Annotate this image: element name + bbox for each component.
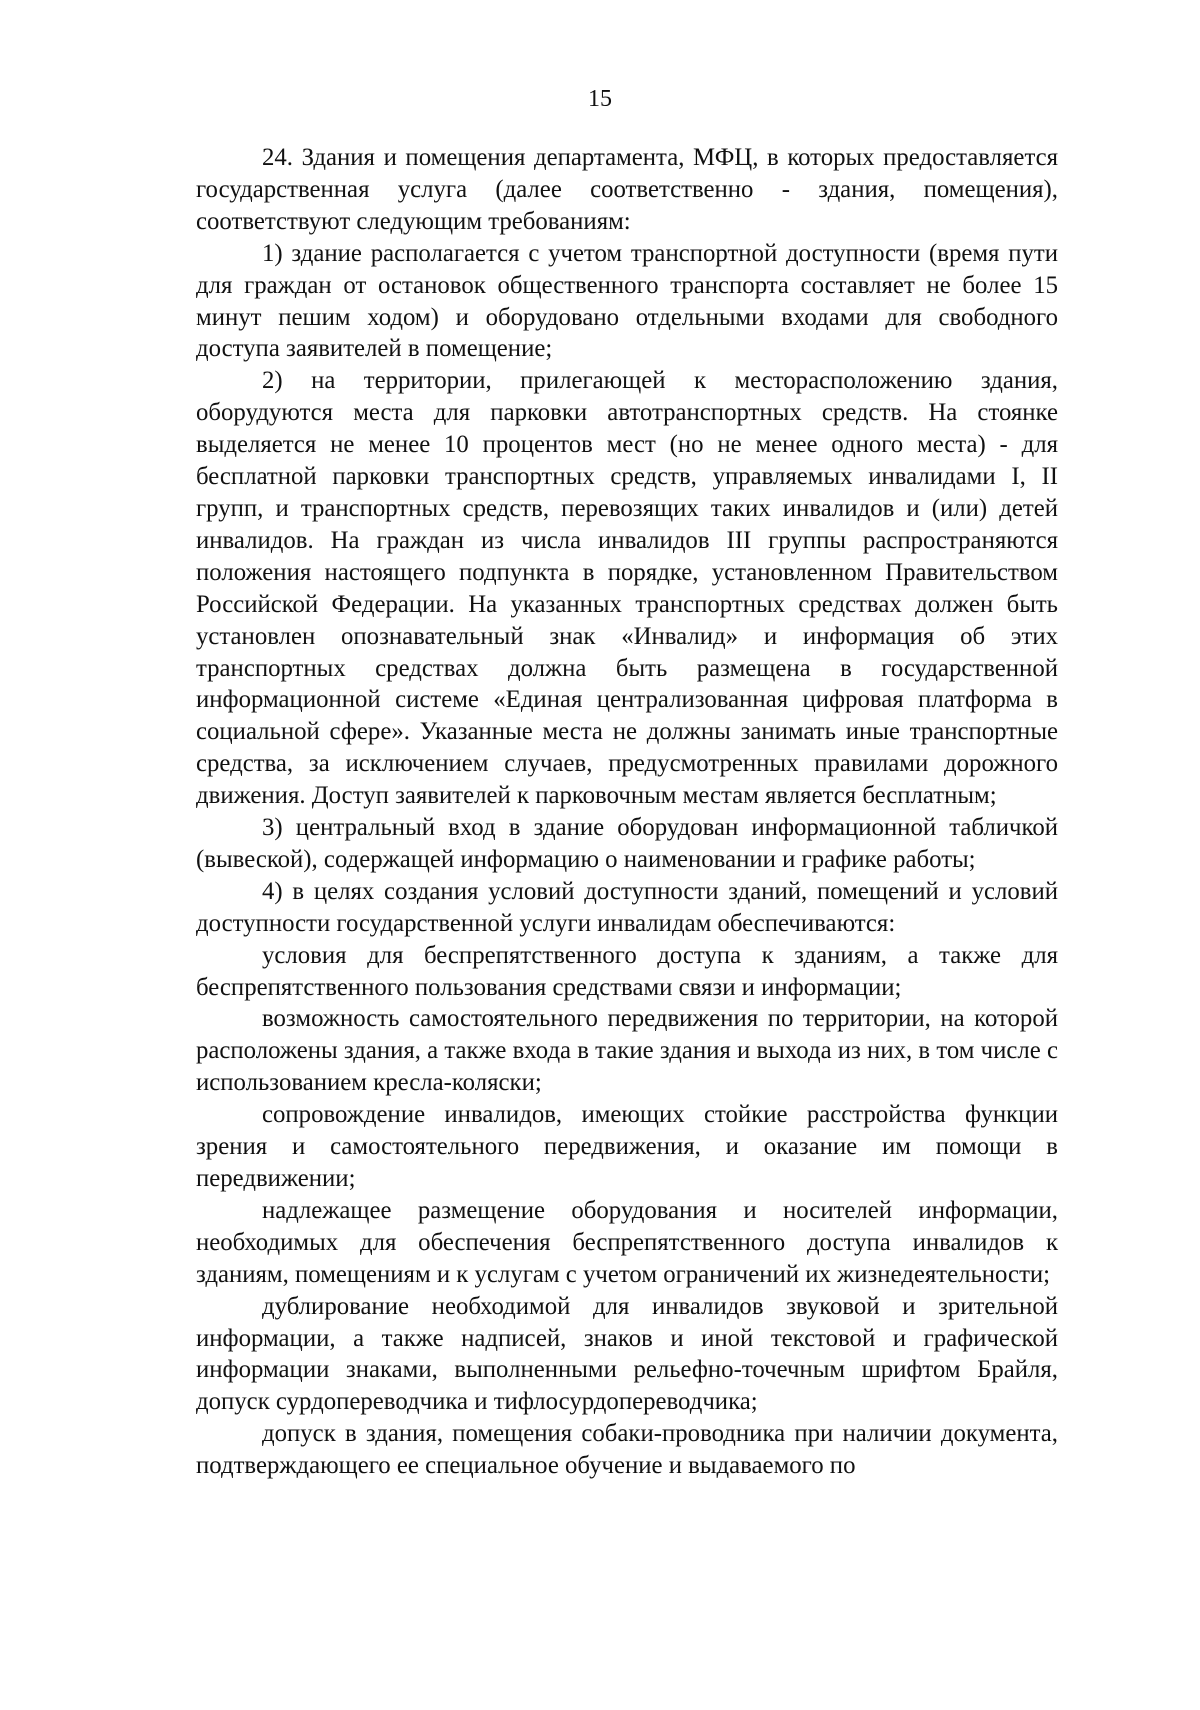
paragraph-information-duplication: дублирование необходимой для инвалидов звуковой и зрительной информации, а также надписей, знаков и иной текстовой и графической информации знаками, выполненными рельефно-точечным шрифтом Брайля, допуск сурдопереводчика и тифлосурдопереводчика; [196, 1292, 1058, 1416]
page-number: 15 [588, 86, 612, 112]
paragraph-access-conditions: условия для беспрепятственного доступа к зданиям, а также для беспрепятственного пользования средствами связи и информации; [196, 941, 1058, 1001]
paragraph-escort: сопровождение инвалидов, имеющих стойкие расстройства функции зрения и самостоятельного передвижения, и оказание им помощи в передвижении; [196, 1101, 1058, 1192]
paragraph-24: 24. Здания и помещения департамента, МФЦ, в которых предоставляется государственная услуга (далее соответственно - здания, помещения), соответствуют следующим требованиям: [196, 144, 1058, 235]
paragraph-item-1: 1) здание располагается с учетом транспортной доступности (время пути для граждан от остановок общественного транспорта составляет не более 15 минут пешим ходом) и оборудовано отдельными входами для свободного доступа заявителей в помещение; [196, 239, 1058, 363]
paragraph-guide-dog: допуск в здания, помещения собаки-проводника при наличии документа, подтверждающего ее специальное обучение и выдаваемого по [196, 1420, 1058, 1480]
paragraph-equipment-placement: надлежащее размещение оборудования и носителей информации, необходимых для обеспечения беспрепятственного доступа инвалидов к зданиям, помещениям и к услугам с учетом ограничений их жизнедеятельности; [196, 1196, 1058, 1288]
paragraph-item-4: 4) в целях создания условий доступности зданий, помещений и условий доступности государственной услуги инвалидам обеспечиваются: [196, 877, 1058, 937]
paragraph-independent-movement: возможность самостоятельного передвижения по территории, на которой расположены здания, а также входа в такие здания и выхода из них, в том числе с использованием кресла-коляски; [196, 1005, 1058, 1097]
document-body [196, 142, 1058, 1482]
paragraph-item-2: 2) на территории, прилегающей к месторасположению здания, оборудуются места для парковки автотранспортных средств. На стоянке выделяется не менее 10 процентов мест (но не менее одного места) - для бесплатной парковки транспортных средств, управляемых инвалидами I, II групп, и транспортных средств, перевозящих таких инвалидов и (или) детей инвалидов. На граждан из числа инвалидов III группы распространяются положения настоящего подпункта в порядке, установленном Правительством Российской Федерации. На указанных транспортных средствах должен быть установлен опознавательный знак «Инвалид» и информация об этих транспортных средствах должна быть размещена в государственной информационной системе «Единая централизованная цифровая платформа в социальной сфере». Указанные места не должны занимать иные транспортные средства, за исключением случаев, предусмотренных правилами дорожного движения. Доступ заявителей к парковочным местам является бесплатным; [196, 367, 1058, 810]
paragraph-item-3: 3) центральный вход в здание оборудован информационной табличкой (вывеской), содержащей информацию о наименовании и графике работы; [196, 814, 1058, 873]
